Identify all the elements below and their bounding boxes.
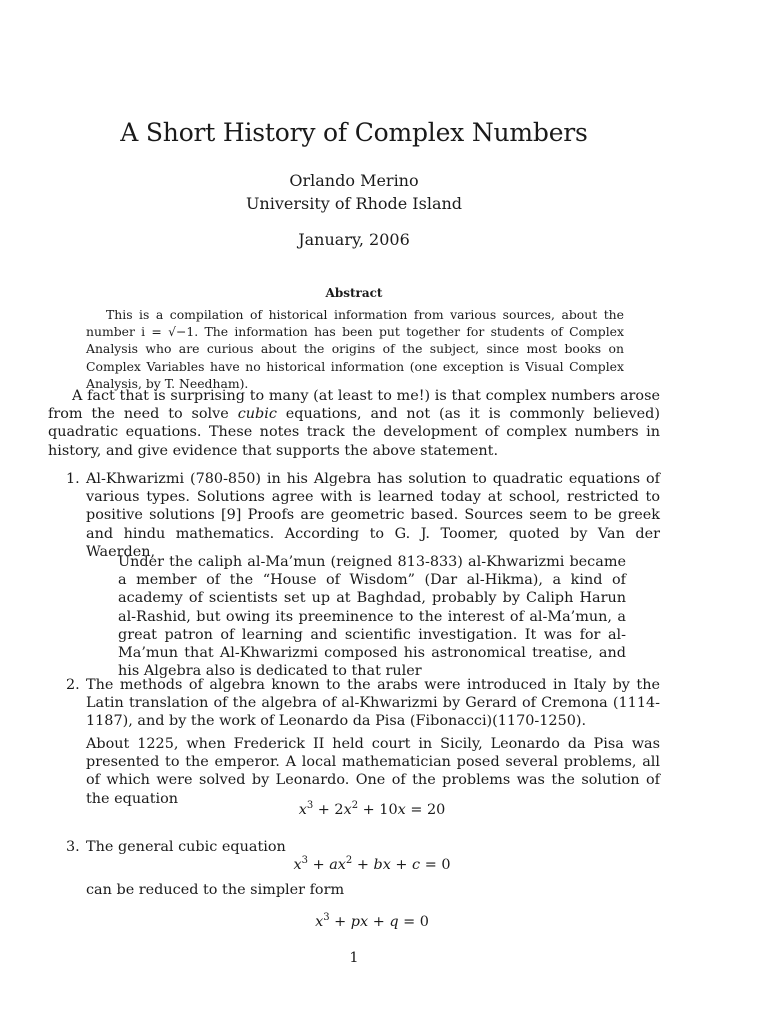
list-item-text: The methods of algebra known to the arabs were introduced in Italy by the Latin translation of the algebra of al-Khwarizmi by Gerard of Cremona (1114-1187), and by the work of Leonardo da Pisa (Fibonacci)(1170-1250). — [86, 677, 660, 730]
page-number: 1 — [349, 950, 359, 966]
abstract-heading: Abstract — [325, 286, 383, 300]
equation-general-cubic: $x^3 + ax^2$ + bx + c = 0 — [293, 855, 451, 873]
reduce-text: can be reduced to the simpler form — [86, 882, 345, 898]
intro-emph: cubic — [237, 406, 277, 423]
author-name: Orlando Merino — [289, 171, 419, 190]
author-affiliation: University of Rhode Island — [245, 194, 463, 213]
equation-depressed-cubic: $x^3$ + px + q = 0 — [315, 912, 429, 930]
list-item-number: 1. — [66, 471, 80, 487]
list-item-paragraph: About 1225, when Frederick II held court in Sicily, Leonardo da Pisa was presented to the emperor. A local mathematician posed several problems, all of which were solved by Leonardo. One of the problems was the solution of the equation — [86, 736, 660, 807]
paper-date: January, 2006 — [298, 230, 410, 249]
abstract-text: This is a compilation of historical information from various sources, about the number i = √−1. The information has been put together for students of Complex Analysis who are curious about the origins of the subject, since most books on Complex Variables have no historical information (one exception is Visual Complex Analysis, by T. Needham). — [86, 307, 624, 391]
list-item-number: 2. — [66, 677, 80, 693]
intro-paragraph — [48, 387, 660, 460]
list-item-number: 3. — [66, 839, 80, 855]
list-item-text: Al-Khwarizmi (780-850) in his Algebra has solution to quadratic equations of various types. Solutions agree with is learned today at school, restricted to positive solutions [9] Proofs are geometric based. Sources seem to be greek and hindu mathematics. According to G. J. Toomer, quoted by Van der Waerden, — [86, 471, 660, 560]
paper-title: A Short History of Complex Numbers — [120, 118, 588, 147]
block-quote: Under the caliph al-Ma’mun (reigned 813-833) al-Khwarizmi became a member of the “House of Wisdom” (Dar al-Hikma), a kind of academy of scientists set up at Baghdad, probably by Caliph Harun al-Rashid, but owing its preeminence to the interest of al-Ma’mun, a great patron of learning and scientific investigation. It was for al-Ma’mun that Al-Khwarizmi composed his astronomical treatise, and his Algebra also is dedicated to that ruler — [118, 554, 626, 680]
list-item-text: The general cubic equation — [86, 839, 286, 855]
intro-part2: equations, and not (as it is commonly believed) quadratic equations. These notes track the development of complex numbers in history, and give evidence that supports the above statement. — [48, 406, 661, 459]
equation-fibonacci: $x^3 + 2x^2 + 10x = 20$ — [298, 800, 446, 818]
intro-part1: A fact that is surprising to many (at least to me!) is that complex numbers arose from the need to solve — [48, 388, 660, 423]
